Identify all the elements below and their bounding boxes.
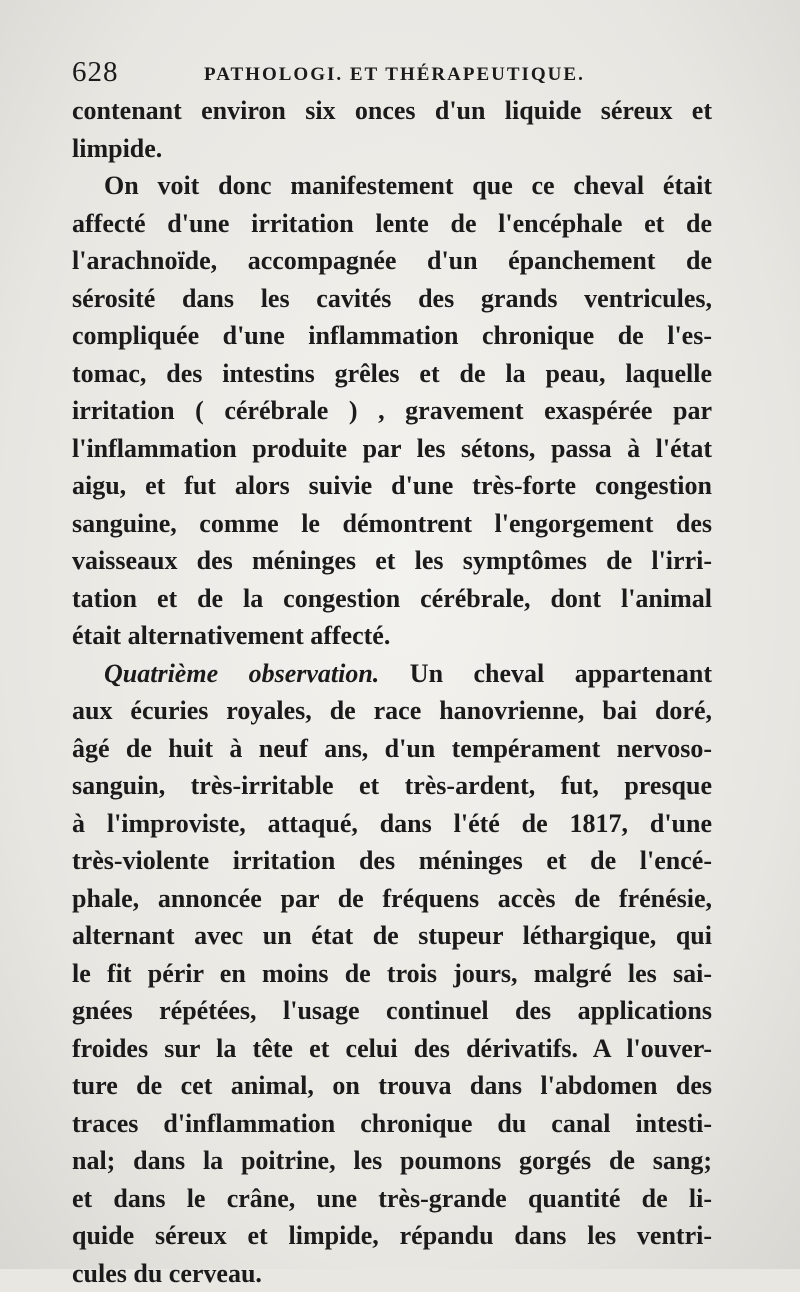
text-line: phale, annoncée par de fréquens accès de frénésie, (72, 880, 712, 918)
text-line: nal; dans la poitrine, les poumons gorgés de sang; (72, 1142, 712, 1180)
page-header (72, 56, 722, 96)
page-number: 628 (72, 56, 119, 89)
text-line: l'arachnoïde, accompagnée d'un épanchement de (72, 242, 712, 280)
text-line: quide séreux et limpide, répandu dans les ventri- (72, 1217, 712, 1255)
text-line: aigu, et fut alors suivie d'une très-forte congestion (72, 467, 712, 505)
text-line: l'inflammation produite par les sétons, passa à l'état (72, 430, 712, 468)
text-line: sanguine, comme le démontrent l'engorgement des (72, 505, 712, 543)
running-head: PATHOLOGI. ET THÉRAPEUTIQUE. (204, 64, 585, 86)
text-line: aux écuries royales, de race hanovrienne, bai doré, (72, 692, 712, 730)
text-line: limpide. (72, 130, 712, 168)
text-line: irritation ( cérébrale ) , gravement exaspérée par (72, 392, 712, 430)
text-line: contenant environ six onces d'un liquide séreux et (72, 92, 712, 130)
text-line: âgé de huit à neuf ans, d'un tempérament nervoso- (72, 730, 712, 768)
text-line: tation et de la congestion cérébrale, dont l'animal (72, 580, 712, 618)
text-line: ture de cet animal, on trouva dans l'abdomen des (72, 1067, 712, 1105)
observation-line (72, 655, 712, 693)
text-line: le fit périr en moins de trois jours, malgré les sai- (72, 955, 712, 993)
text-line: à l'improviste, attaqué, dans l'été de 1817, d'une (72, 805, 712, 843)
text-line: traces d'inflammation chronique du canal intesti- (72, 1105, 712, 1143)
text-line: vaisseaux des méninges et les symptômes de l'irri- (72, 542, 712, 580)
text-line: compliquée d'une inflammation chronique de l'es- (72, 317, 712, 355)
text-line: gnées répétées, l'usage continuel des applications (72, 992, 712, 1030)
text-line: froides sur la tête et celui des dérivatifs. A l'ouver- (72, 1030, 712, 1068)
text-line: On voit donc manifestement que ce cheval était (72, 167, 712, 205)
text-line: et dans le crâne, une très-grande quantité de li- (72, 1180, 712, 1218)
text-line: tomac, des intestins grêles et de la peau, laquelle (72, 355, 712, 393)
text-line: était alternativement affecté. (72, 617, 712, 655)
observation-line-text: Un cheval appartenant (410, 659, 712, 688)
observation-heading: Quatrième observation. (104, 659, 379, 688)
body-text (72, 92, 712, 1292)
text-line: sérosité dans les cavités des grands ventricules, (72, 280, 712, 318)
text-line: alternant avec un état de stupeur léthargique, qui (72, 917, 712, 955)
text-line: cules du cerveau. (72, 1255, 712, 1292)
text-line: sanguin, très-irritable et très-ardent, fut, presque (72, 767, 712, 805)
text-line: très-violente irritation des méninges et de l'encé- (72, 842, 712, 880)
text-line: affecté d'une irritation lente de l'encéphale et de (72, 205, 712, 243)
